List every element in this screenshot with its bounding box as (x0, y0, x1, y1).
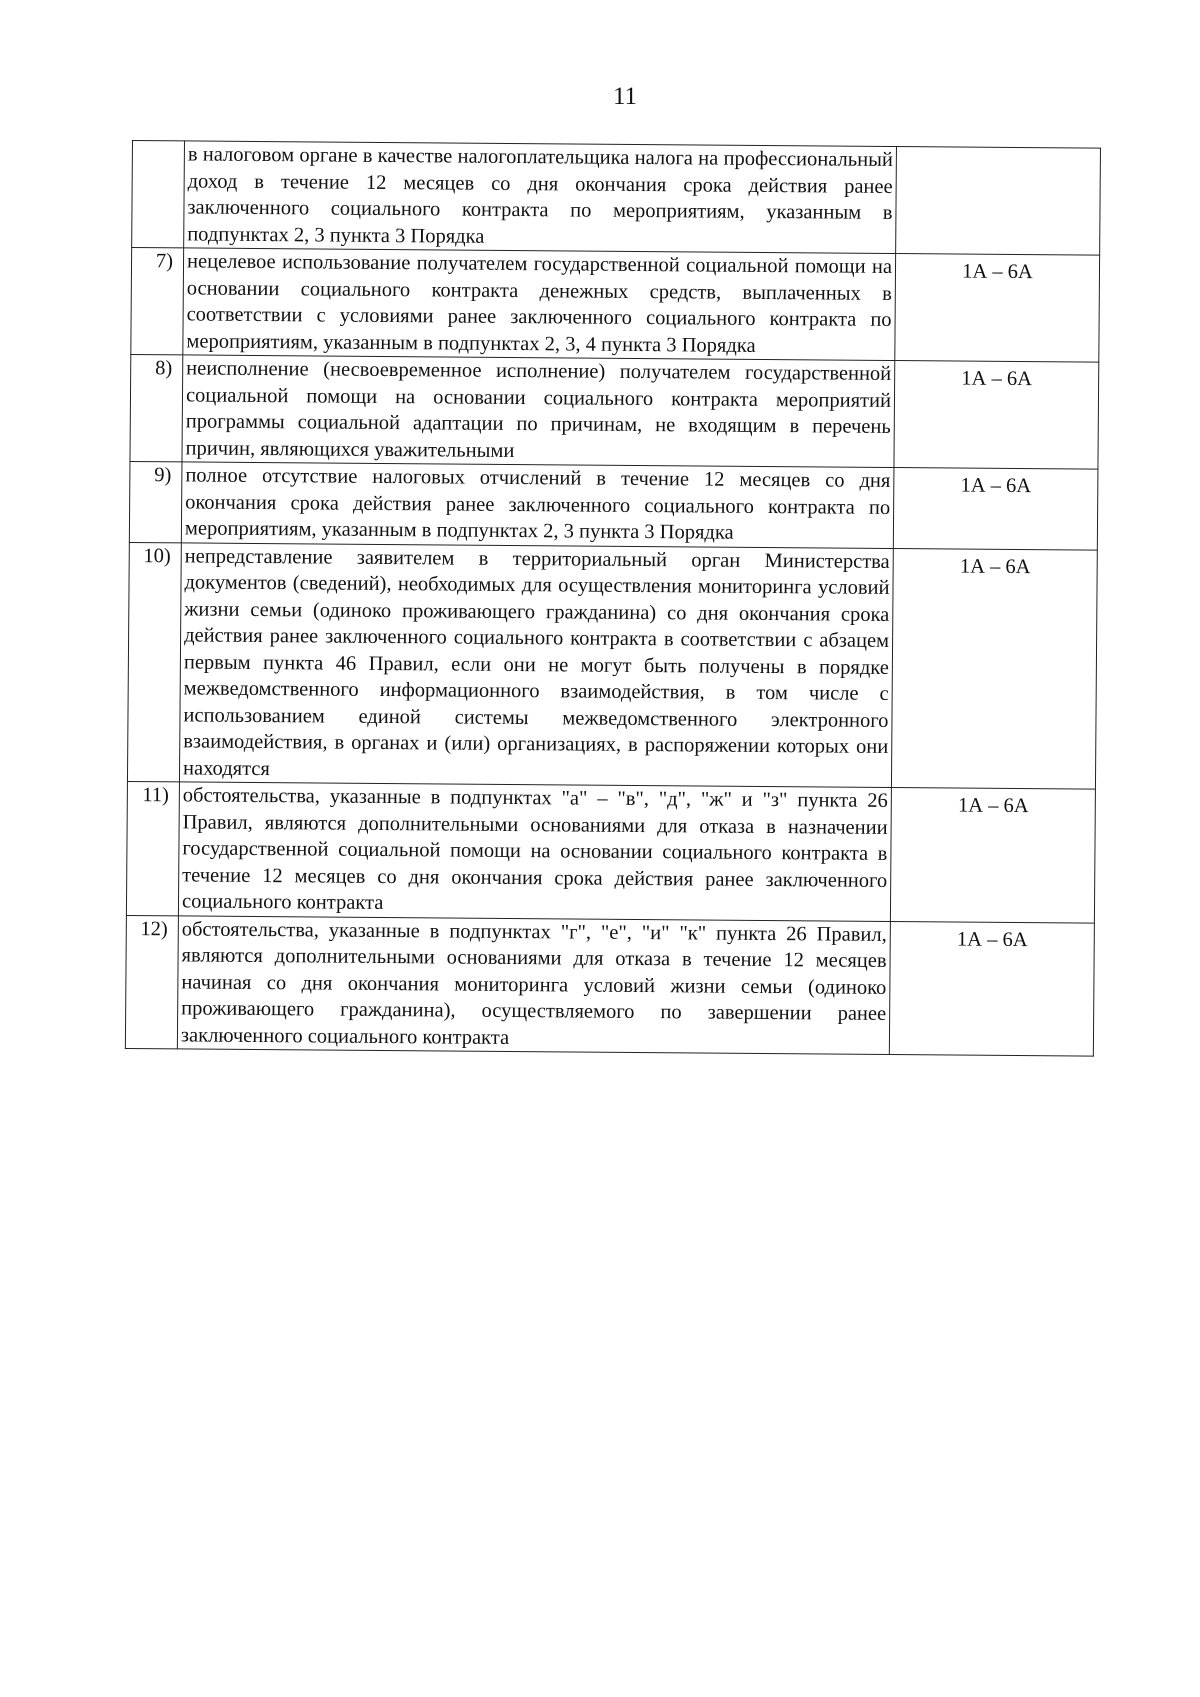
row-criterion-text: непредставление заявителем в территориальный орган Министерства документов (сведений), необходимых для осуществления мониторинга условий жизни семьи (одиноко проживающего гражданина) со дня окончания срока действия ранее заключенного социального контракта в соответствии с абзацем первым пункта 46 Правил, если они не могут быть получены в порядке межведомственного информационного взаимодействия, в том числе с использованием единой системы межведомственного электронного взаимодействия, в органах и (или) организациях, в распоряжении которых они находятся (179, 542, 893, 787)
table-row (125, 915, 1094, 1056)
row-group-range: 1А – 6А (889, 921, 1094, 1056)
row-group-range: 1А – 6А (893, 467, 1098, 549)
row-group-range (896, 147, 1101, 256)
row-group-range: 1А – 6А (891, 548, 1097, 789)
row-number (132, 141, 185, 248)
row-group-range: 1А – 6А (895, 254, 1100, 363)
row-criterion-text: обстоятельства, указанные в подпунктах "г", "е", "и" "к" пункта 26 Правил, являются дополнительными основаниями для отказа в течение 12 месяцев начиная со дня окончания мониторинга условий жизни семьи (одиноко проживающего гражданина), осуществляемого по завершении ранее заключенного социального контракта (177, 915, 890, 1054)
row-number: 11) (126, 781, 179, 915)
row-criterion-text: обстоятельства, указанные в подпунктах "а" – "в", "д", "ж" и "з" пункта 26 Правил, являются дополнительными основаниями для отказа в назначении государственной социальной помощи на основании социального контракта в течение 12 месяцев со дня окончания срока действия ранее заключенного социального контракта (178, 782, 891, 921)
row-criterion-text: неисполнение (несвоевременное исполнение) получателем государственной социальной помощи на основании социального контракта мероприятий программы социальной адаптации по причинам, не входящим в перечень причин, являющихся уважительными (182, 355, 895, 468)
row-number: 12) (125, 915, 178, 1049)
row-criterion-text: нецелевое использование получателем государственной социальной помощи на основании социального контракта денежных средств, выплаченных в соответствии с условиями ранее заключенного социального контракта по мероприятиям, указанным в подпунктах 2, 3, 4 пункта 3 Порядка (183, 248, 896, 361)
table-row (127, 542, 1097, 789)
row-criterion-text: в налоговом органе в качестве налогоплательщика налога на профессиональный доход в течение 12 месяцев со дня окончания срока действия ранее заключенного социального контракта по мероприятиям, указанным в подпунктах 2, 3 пункта 3 Порядка (184, 141, 897, 254)
table-row (131, 248, 1100, 363)
table-row (126, 781, 1095, 922)
table-row (130, 354, 1099, 469)
row-number: 7) (131, 248, 184, 355)
row-number: 10) (127, 542, 181, 782)
row-group-range: 1А – 6А (894, 360, 1099, 469)
row-group-range: 1А – 6А (890, 787, 1095, 922)
page-number: 11 (612, 83, 638, 110)
row-criterion-text: полное отсутствие налоговых отчислений в течение 12 месяцев со дня окончания срока действия ранее заключенного социального контракта по мероприятиям, указанным в подпунктах 2, 3 пункта 3 Порядка (181, 462, 894, 548)
criteria-table (125, 140, 1101, 1057)
table-row (132, 141, 1101, 256)
table-row (129, 461, 1098, 549)
row-number: 8) (130, 354, 183, 461)
row-number: 9) (129, 461, 182, 542)
